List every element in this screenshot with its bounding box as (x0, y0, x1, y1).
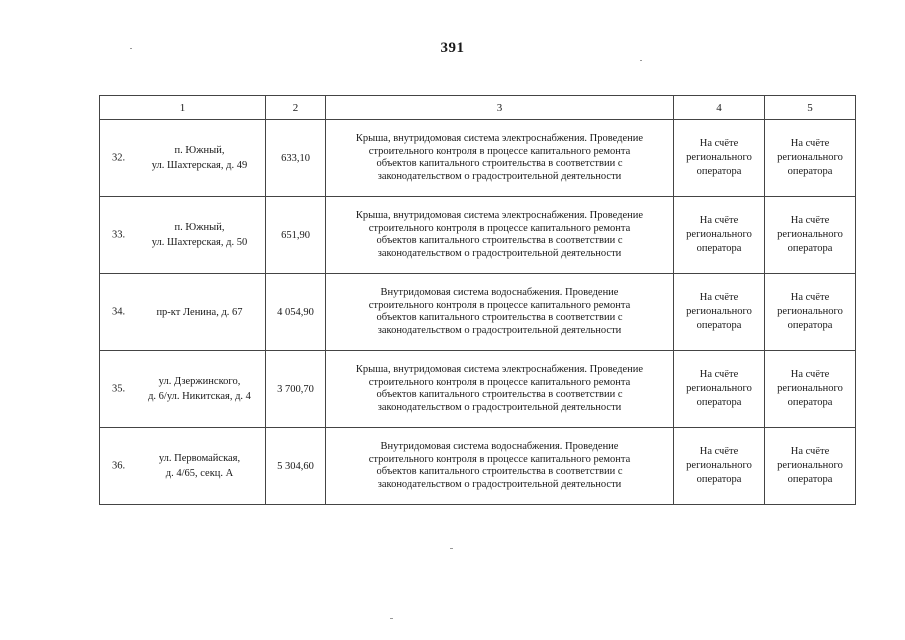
address-line: д. 4/65, секц. А (165, 468, 234, 479)
work-description-line: законодательством о градостроительной деятельности (377, 478, 622, 490)
work-description-line: строительного контроля в процессе капитального ремонта (368, 376, 631, 388)
table-row (100, 351, 856, 428)
address-cell (100, 274, 266, 351)
funding-line: оператора (696, 397, 742, 408)
col4-cell (674, 274, 765, 351)
work-description-line: объектов капитального строительства в соответствии с (376, 235, 623, 246)
address-cell (100, 120, 266, 197)
address-line: ул. Шахтерская, д. 49 (151, 160, 248, 171)
work-description-cell (326, 197, 674, 274)
funding-line: На счёте (790, 215, 830, 226)
area-cell: 5 304,60 (266, 428, 326, 505)
work-description-cell (326, 120, 674, 197)
funding-line: оператора (787, 474, 833, 485)
funding-line: оператора (696, 166, 742, 177)
work-description-cell (326, 428, 674, 505)
address-cell (100, 197, 266, 274)
col5-cell (765, 351, 856, 428)
work-description-line: законодательством о градостроительной деятельности (377, 170, 622, 182)
work-description-line: строительного контроля в процессе капитального ремонта (368, 453, 631, 465)
funding-line: регионального (686, 229, 752, 240)
address-cell (100, 351, 266, 428)
row-number: 32. (112, 152, 126, 164)
address-line: ул. Первомайская, (158, 453, 241, 464)
col5-cell (765, 274, 856, 351)
col5-cell (765, 197, 856, 274)
funding-line: На счёте (790, 292, 830, 303)
table-row (100, 120, 856, 197)
row-number: 34. (112, 306, 126, 318)
col4-cell (674, 197, 765, 274)
funding-line: регионального (686, 460, 752, 471)
funding-line: регионального (686, 152, 752, 163)
funding-line: оператора (696, 474, 742, 485)
work-description-line: Крыша, внутридомовая система электроснабжения. Проведение (355, 364, 644, 375)
funding-line: На счёте (790, 369, 830, 380)
header-col-2: 2 (266, 96, 326, 120)
scan-artifact (390, 618, 393, 619)
funding-line: оператора (696, 243, 742, 254)
repair-program-table (99, 95, 856, 505)
funding-line: На счёте (699, 138, 739, 149)
work-description-line: Крыша, внутридомовая система электроснабжения. Проведение (355, 210, 644, 221)
header-col-1: 1 (100, 96, 266, 120)
work-description-line: объектов капитального строительства в соответствии с (376, 158, 623, 169)
address-line: ул. Дзержинского, (158, 376, 241, 387)
funding-line: регионального (777, 229, 843, 240)
area-cell: 4 054,90 (266, 274, 326, 351)
funding-line: оператора (696, 320, 742, 331)
funding-line: регионального (686, 383, 752, 394)
work-description-cell (326, 351, 674, 428)
work-description-line: объектов капитального строительства в соответствии с (376, 312, 623, 323)
area-cell: 633,10 (266, 120, 326, 197)
work-description-line: законодательством о градостроительной деятельности (377, 324, 622, 336)
work-description-line: объектов капитального строительства в соответствии с (376, 389, 623, 400)
work-description-line: объектов капитального строительства в соответствии с (376, 466, 623, 477)
scan-artifact (130, 48, 132, 49)
funding-line: На счёте (699, 369, 739, 380)
funding-line: регионального (777, 306, 843, 317)
work-description-line: Внутридомовая система водоснабжения. Проведение (380, 441, 619, 452)
page-number: 391 (440, 40, 465, 56)
table-row (100, 428, 856, 505)
work-description-cell (326, 274, 674, 351)
funding-line: регионального (777, 383, 843, 394)
work-description-line: Крыша, внутридомовая система электроснабжения. Проведение (355, 133, 644, 144)
funding-line: оператора (787, 320, 833, 331)
header-col-3: 3 (326, 96, 674, 120)
work-description-line: Внутридомовая система водоснабжения. Проведение (380, 287, 619, 298)
table-row (100, 197, 856, 274)
header-col-5: 5 (765, 96, 856, 120)
work-description-line: строительного контроля в процессе капитального ремонта (368, 222, 631, 234)
area-cell: 3 700,70 (266, 351, 326, 428)
address-line: п. Южный, (174, 222, 225, 233)
work-description-line: законодательством о градостроительной деятельности (377, 247, 622, 259)
header-col-4: 4 (674, 96, 765, 120)
work-description-line: строительного контроля в процессе капитального ремонта (368, 299, 631, 311)
funding-line: оператора (787, 397, 833, 408)
funding-line: На счёте (699, 215, 739, 226)
address-cell (100, 428, 266, 505)
funding-line: регионального (777, 460, 843, 471)
row-number: 35. (112, 383, 126, 395)
table-body (100, 120, 856, 505)
address-line: пр-кт Ленина, д. 67 (156, 306, 243, 318)
address-line: д. 6/ул. Никитская, д. 4 (148, 391, 251, 402)
funding-line: оператора (787, 243, 833, 254)
work-description-line: строительного контроля в процессе капитального ремонта (368, 145, 631, 157)
area-cell: 651,90 (266, 197, 326, 274)
funding-line: На счёте (790, 138, 830, 149)
funding-line: На счёте (699, 292, 739, 303)
table-row (100, 274, 856, 351)
col5-cell (765, 120, 856, 197)
funding-line: На счёте (790, 446, 830, 457)
header-row (100, 96, 856, 120)
col4-cell (674, 120, 765, 197)
address-line: п. Южный, (174, 145, 225, 156)
address-line: ул. Шахтерская, д. 50 (151, 237, 248, 248)
scan-artifact (450, 548, 453, 549)
col4-cell (674, 428, 765, 505)
col4-cell (674, 351, 765, 428)
funding-line: регионального (686, 306, 752, 317)
funding-line: оператора (787, 166, 833, 177)
work-description-line: законодательством о градостроительной деятельности (377, 401, 622, 413)
funding-line: На счёте (699, 446, 739, 457)
col5-cell (765, 428, 856, 505)
row-number: 36. (112, 460, 126, 472)
scan-artifact (640, 60, 642, 61)
funding-line: регионального (777, 152, 843, 163)
row-number: 33. (112, 229, 126, 241)
